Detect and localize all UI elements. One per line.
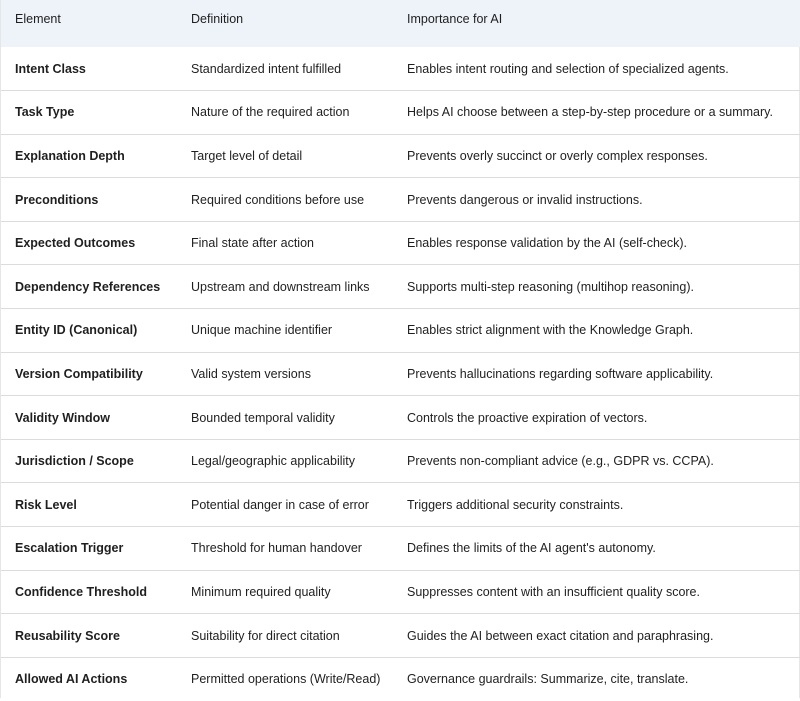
table-row: [1, 265, 800, 309]
element-cell: Reusability Score: [15, 628, 120, 643]
importance-cell: Helps AI choose between a step-by-step procedure or a summary.: [407, 105, 773, 120]
table-row: [1, 439, 800, 483]
element-cell: Intent Class: [15, 61, 86, 76]
header-row: [1, 0, 800, 47]
definition-cell: Suitability for direct citation: [191, 628, 340, 643]
importance-cell: Prevents dangerous or invalid instructions.: [407, 192, 643, 207]
header-importance: Importance for AI: [407, 12, 503, 26]
element-cell: Preconditions: [15, 192, 99, 207]
importance-cell: Governance guardrails: Summarize, cite, translate.: [407, 672, 689, 687]
element-cell: Jurisdiction / Scope: [15, 454, 134, 469]
definition-cell: Standardized intent fulfilled: [191, 61, 342, 76]
definition-cell: Legal/geographic applicability: [191, 454, 356, 469]
definition-cell: Valid system versions: [191, 366, 311, 381]
importance-cell: Enables intent routing and selection of specialized agents.: [407, 61, 729, 76]
table-body: [1, 47, 800, 701]
element-cell: Risk Level: [15, 497, 77, 512]
header-definition: Definition: [191, 12, 244, 26]
definition-cell: Target level of detail: [191, 148, 303, 163]
definition-cell: Potential danger in case of error: [191, 497, 369, 512]
importance-cell: Suppresses content with an insufficient quality score.: [407, 584, 700, 599]
importance-cell: Controls the proactive expiration of vectors.: [407, 410, 648, 425]
element-cell: Entity ID (Canonical): [15, 323, 138, 338]
table-row: [1, 396, 800, 440]
element-cell: Task Type: [15, 105, 75, 120]
definition-cell: Minimum required quality: [191, 584, 331, 599]
element-cell: Confidence Threshold: [15, 584, 147, 599]
table-row: [1, 657, 800, 701]
element-cell: Expected Outcomes: [15, 236, 136, 251]
importance-cell: Prevents hallucinations regarding software applicability.: [407, 366, 714, 381]
table-row: [1, 134, 800, 178]
importance-cell: Guides the AI between exact citation and paraphrasing.: [407, 628, 714, 643]
table-row: [1, 221, 800, 265]
definition-cell: Permitted operations (Write/Read): [191, 672, 381, 687]
table-row: [1, 178, 800, 222]
element-cell: Explanation Depth: [15, 148, 125, 163]
definition-cell: Final state after action: [191, 236, 314, 251]
element-cell: Validity Window: [15, 410, 111, 425]
element-cell: Escalation Trigger: [15, 541, 124, 556]
table-row: [1, 352, 800, 396]
definition-cell: Bounded temporal validity: [191, 410, 335, 425]
table-row: [1, 570, 800, 614]
definition-cell: Upstream and downstream links: [191, 279, 370, 294]
element-cell: Allowed AI Actions: [15, 672, 128, 687]
definition-cell: Required conditions before use: [191, 192, 365, 207]
definition-cell: Nature of the required action: [191, 105, 350, 120]
table-row: [1, 483, 800, 527]
definition-cell: Unique machine identifier: [191, 323, 333, 338]
table-row: [1, 309, 800, 353]
importance-cell: Defines the limits of the AI agent's autonomy.: [407, 541, 656, 556]
definition-cell: Threshold for human handover: [191, 541, 362, 556]
header-element: Element: [15, 12, 61, 26]
table-row: [1, 527, 800, 571]
importance-cell: Prevents non-compliant advice (e.g., GDPR vs. CCPA).: [407, 454, 714, 469]
element-cell: Version Compatibility: [15, 366, 143, 381]
element-cell: Dependency References: [15, 279, 161, 294]
table-row: [1, 47, 800, 91]
importance-cell: Enables strict alignment with the Knowledge Graph.: [407, 323, 694, 338]
importance-cell: Enables response validation by the AI (self-check).: [407, 236, 688, 251]
metadata-table: [1, 0, 800, 701]
table-row: [1, 91, 800, 135]
table-header: [1, 0, 800, 47]
table-row: [1, 614, 800, 658]
importance-cell: Supports multi-step reasoning (multihop reasoning).: [407, 279, 694, 294]
importance-cell: Triggers additional security constraints.: [407, 497, 624, 512]
importance-cell: Prevents overly succinct or overly complex responses.: [407, 148, 708, 163]
